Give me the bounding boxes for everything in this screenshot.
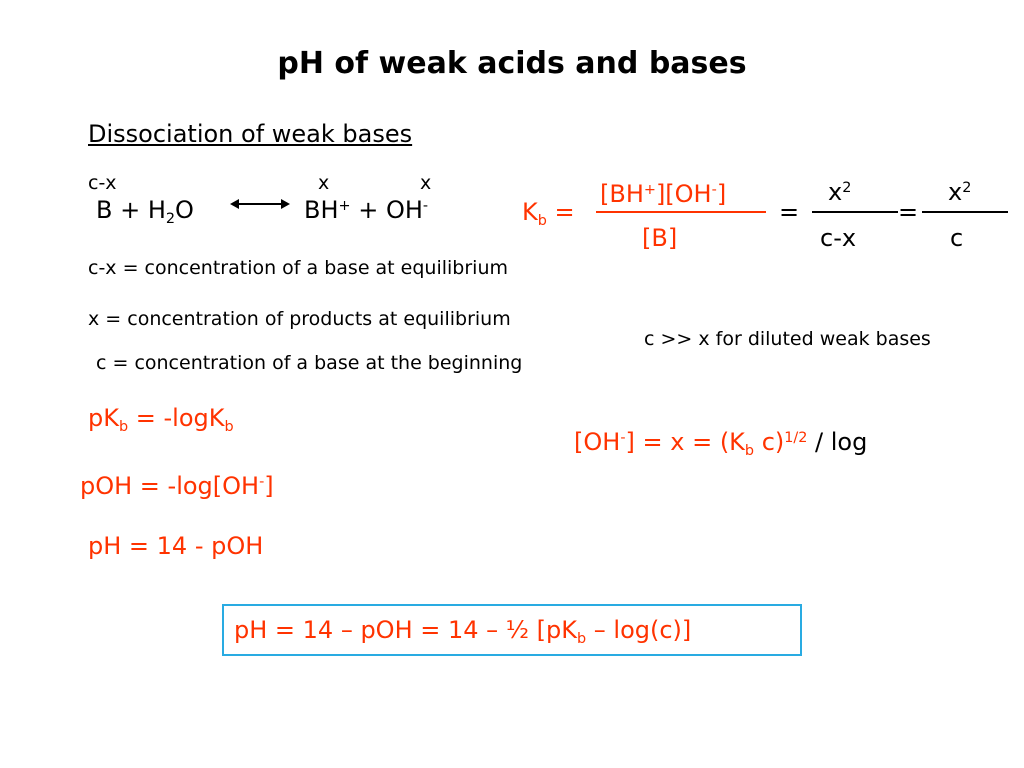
slide-title: pH of weak acids and bases (277, 46, 747, 81)
equilibrium-arrow-icon (230, 197, 290, 211)
frac2-denominator: c (950, 224, 964, 252)
definition-x: x = concentration of products at equilibrium (88, 308, 511, 330)
section-heading: Dissociation of weak bases (88, 120, 413, 148)
frac2-bar (922, 211, 1008, 213)
poh-equation: pOH = -log[OH-] (80, 472, 274, 500)
definition-cx: c-x = concentration of a base at equilibrium (88, 257, 509, 279)
kb-numerator: [BH+][OH-] (600, 180, 727, 208)
equals-sign-2: = (898, 198, 919, 226)
pkb-equation: $pK_b = -\log K_b$ (88, 404, 234, 436)
kb-fraction-bar (596, 211, 766, 213)
frac2-numerator: $x^2$ (948, 178, 972, 206)
final-equation: pH = 14 – pOH = 14 – ½ $[pK_b - \log(c)]$ (234, 616, 692, 648)
kb-denominator: [B] (642, 224, 678, 252)
label-x-oh: x (420, 172, 432, 194)
frac1-numerator: $x^2$ (828, 178, 852, 206)
ph-equation: pH = 14 - pOH (88, 532, 264, 560)
definition-c: c = concentration of a base at the beginning (96, 352, 523, 374)
equals-sign-1: = (779, 198, 800, 226)
oh-equation: $[OH^-] = x = (K_b$ c)$^{1/2}$ / log (574, 428, 868, 460)
dilute-note: c >> x for diluted weak bases (644, 328, 931, 350)
reaction-right: BH+ + OH- (304, 196, 429, 224)
frac1-denominator: c-x (820, 224, 857, 252)
frac1-bar (812, 211, 898, 213)
label-x-bh: x (318, 172, 330, 194)
label-cx: c-x (88, 172, 117, 194)
reaction-left: $B + H_2O$ (96, 196, 194, 228)
kb-label: $K_b$ = (522, 198, 575, 230)
